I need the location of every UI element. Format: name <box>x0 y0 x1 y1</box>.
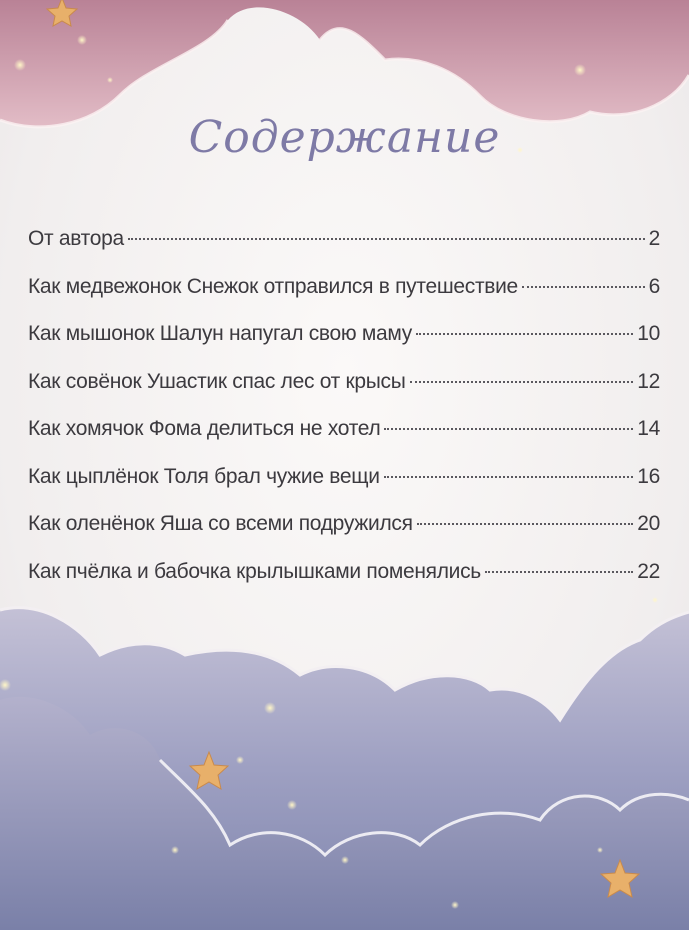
toc-entry <box>28 560 660 608</box>
toc-entry-page: 22 <box>637 559 660 583</box>
toc-entry <box>28 322 660 370</box>
toc-entry-title: Как пчёлка и бабочка крылышками поменялись <box>28 559 481 583</box>
toc-entry <box>28 465 660 513</box>
dot-leader <box>485 571 633 573</box>
dot-leader <box>522 286 645 288</box>
dot-leader <box>417 523 634 525</box>
toc-entry <box>28 275 660 323</box>
dot-leader <box>416 333 633 335</box>
toc-entry-page: 16 <box>637 464 660 488</box>
toc-entry-page: 12 <box>637 369 660 393</box>
top-cloud <box>0 0 689 127</box>
toc-entry-title: Как хомячок Фома делиться не хотел <box>28 417 381 440</box>
toc-entry-title: Как совёнок Ушастик спас лес от крысы <box>28 369 406 393</box>
toc-entry-title: Как оленёнок Яша со всеми подружился <box>28 512 413 535</box>
toc-entry-title: Как цыплёнок Толя брал чужие вещи <box>28 464 380 488</box>
page-title: Содержание <box>188 112 501 163</box>
table-of-contents <box>28 227 660 607</box>
dot-leader <box>384 428 633 430</box>
toc-entry <box>28 512 660 560</box>
toc-entry-page: 20 <box>637 512 660 535</box>
toc-entry-title: От автора <box>28 227 124 250</box>
toc-entry <box>28 417 660 465</box>
toc-entry-page: 14 <box>637 417 660 440</box>
bottom-cloud <box>0 608 689 930</box>
dot-leader <box>410 381 634 383</box>
toc-entry-page: 2 <box>648 227 660 250</box>
toc-entry-page: 10 <box>637 322 660 345</box>
toc-entry-page: 6 <box>648 274 660 298</box>
toc-entry-title: Как медвежонок Снежок отправился в путешествие <box>28 274 518 298</box>
toc-entry <box>28 370 660 418</box>
dot-leader <box>128 238 645 240</box>
toc-entry <box>28 227 660 275</box>
dot-leader <box>384 476 634 478</box>
toc-entry-title: Как мышонок Шалун напугал свою маму <box>28 322 412 345</box>
